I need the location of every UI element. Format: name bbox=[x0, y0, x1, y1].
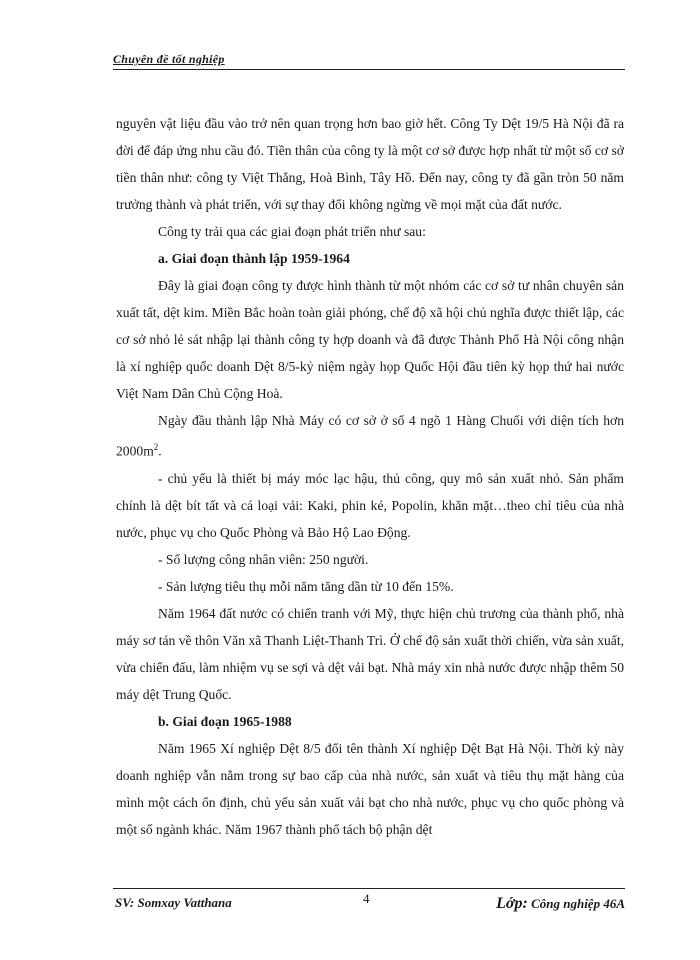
footer-class-value: Công nghiệp 46A bbox=[531, 896, 625, 911]
paragraph-stages-intro: Công ty trải qua các giai đoạn phát triển như sau: bbox=[158, 224, 426, 239]
page-footer bbox=[113, 888, 625, 913]
footer-student: SV: Somxay Vatthana bbox=[115, 895, 232, 910]
section-heading-b: b. Giai đoạn 1965-1988 bbox=[158, 713, 292, 729]
page-header bbox=[113, 50, 625, 70]
body-text bbox=[116, 110, 624, 843]
paragraph-workers: - Số lượng công nhân viên: 250 người. bbox=[158, 551, 369, 567]
header-title: Chuyên đề tốt nghiệp bbox=[113, 52, 225, 66]
paragraph-1964: Năm 1964 đất nước có chiến tranh với Mỹ, thực hiện chủ trương của thành phố, nhà máy sơ tán về thôn Văn xã Thanh Liệt-Thanh Trì. Ở chế độ sản xuất thời chiến, vừa sản xuất, vừa chiến đấu, làm nhiệm vụ se sợi và dệt vải bạt. Nhà máy xin nhà nước được nhập thêm 50 máy dệt Trung Quốc. bbox=[116, 605, 624, 702]
paragraph-equipment: - chủ yếu là thiết bị máy móc lạc hậu, thủ công, quy mô sản xuất nhỏ. Sản phẩm chính là dệt bít tất và cá loại vải: Kaki, phin kẻ, Popolin, khăn mặt…theo chỉ tiêu của nhà nước, phục vụ cho Quốc Phòng và Bảo Hộ Lao Động. bbox=[116, 470, 624, 540]
footer-class bbox=[496, 895, 625, 913]
section-heading-a: a. Giai đoạn thành lập 1959-1964 bbox=[158, 251, 350, 266]
paragraph-1965: Năm 1965 Xí nghiệp Dệt 8/5 đổi tên thành Xí nghiệp Dệt Bạt Hà Nội. Thời kỳ này doanh nghiệp vẫn nằm trong sự bao cấp của nhà nước, sản xuất và tiêu thụ mặt hàng của mình một cách ổn định, chủ yếu sản xuất vải bạt cho nhà nước, phục vụ cho quốc phòng và một số ngành khác. Năm 1967 thành phố tách bộ phận dệt bbox=[116, 740, 624, 837]
area-superscript: 2 bbox=[153, 442, 159, 452]
footer-class-label: Lớp: bbox=[496, 895, 528, 912]
location-text: Ngày đầu thành lập Nhà Máy có cơ sở ở số 4 ngõ 1 Hàng Chuối với diện tích hơn 2000m bbox=[116, 413, 624, 459]
paragraph-output: - Sản lượng tiêu thụ mỗi năm tăng dần từ 10 đến 15%. bbox=[158, 578, 454, 594]
paragraph-location bbox=[116, 407, 624, 465]
paragraph-stage-a: Đây là giai đoạn công ty được hình thành từ một nhóm các cơ sở tư nhân chuyên sản xuất tất, dệt kim. Miền Bắc hoàn toàn giải phóng, chế độ xã hội chủ nghĩa được thiết lập, các cơ sở nhỏ lẻ sát nhập lại thành công ty hợp doanh và đã được Thành Phố Hà Nội công nhận là xí nghiệp quốc doanh Dệt 8/5-kỷ niệm ngày họp Quốc Hội đầu tiên kỳ họp thứ hai nước Việt Nam Dân Chủ Cộng Hoà. bbox=[116, 278, 624, 401]
footer-page-number: 4 bbox=[363, 891, 370, 906]
paragraph-intro: nguyên vật liệu đầu vào trở nên quan trọng hơn bao giờ hết. Công Ty Dệt 19/5 Hà Nội đã ra đời để đáp ứng nhu cầu đó. Tiền thân của công ty là một cơ sở được hợp nhất từ một số cơ sở tiền thân như: công ty Việt Thắng, Hoà Bình, Tây Hồ. Đến nay, công ty đã gần tròn 50 năm trưởng thành và phát triển, với sự thay đổi không ngừng về mọi mặt của đất nước. bbox=[116, 116, 624, 212]
area-tail: . bbox=[158, 443, 162, 459]
